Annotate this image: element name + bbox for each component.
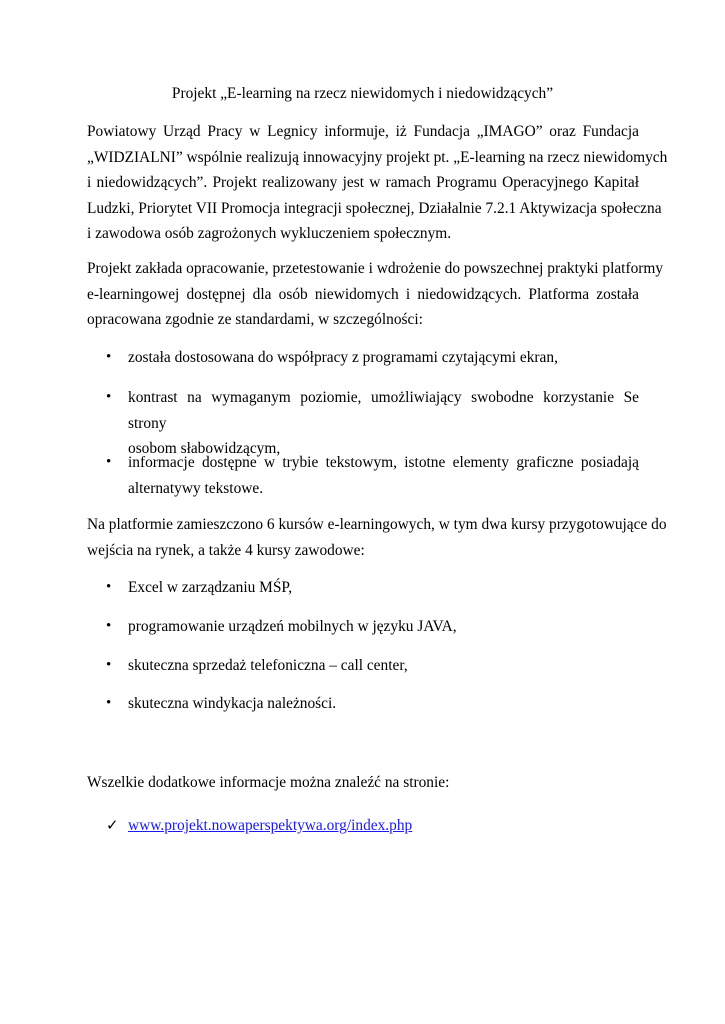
list-item-text: Excel w zarządzaniu MŚP, [128, 579, 293, 596]
paragraph-line: Na platformie zamieszczono 6 kursów e-learningowych, w tym dwa kursy przygotowujące do [87, 516, 667, 533]
bullet-icon: • [106, 579, 112, 595]
bullet-icon: • [106, 389, 112, 405]
bullet-icon: • [106, 618, 112, 634]
paragraph-line: Powiatowy Urząd Pracy w Legnicy informuje, iż Fundacja „IMAGO” oraz Fundacja [87, 123, 639, 140]
intro-paragraph [87, 119, 668, 247]
bullet-icon: • [106, 657, 112, 673]
list-item-text: została dostosowana do współpracy z programami czytającymi ekran, [128, 349, 558, 366]
more-info-text: Wszelkie dodatkowe informacje można znaleźć na stronie: [87, 774, 450, 791]
paragraph-line: Ludzki, Priorytet VII Promocja integracji społecznej, Działalnie 7.2.1 Aktywizacja społeczna [87, 199, 662, 217]
paragraph-line: i zawodowa osób zagrożonych wykluczeniem społecznym. [87, 225, 452, 242]
list-item-text: skuteczna sprzedaż telefoniczna – call center, [128, 657, 408, 674]
paragraph-line: wejścia na rynek, a także 4 kursy zawodowe: [87, 541, 365, 559]
checkmark-icon: ✓ [106, 816, 119, 834]
paragraph-line: Projekt zakłada opracowanie, przetestowanie i wdrożenie do powszechnej praktyki platformy [87, 260, 664, 277]
paragraph-line: i niedowidzących”. Projekt realizowany jest w ramach Programu Operacyjnego Kapitał [87, 174, 639, 191]
paragraph-line: „WIDZIALNI” wspólnie realizują innowacyjny projekt pt. „E-learning na rzecz niewidomych [87, 148, 668, 166]
list-item-text: alternatywy tekstowe. [128, 479, 264, 497]
list-item-text: skuteczna windykacja należności. [128, 695, 337, 712]
bullet-icon: • [106, 695, 112, 711]
bullet-icon: • [106, 349, 112, 365]
more-info-paragraph [87, 770, 639, 796]
courses-paragraph [87, 512, 667, 563]
project-website-link[interactable]: www.projekt.nowaperspektywa.org/index.php [128, 817, 413, 834]
list-item-text: programowanie urządzeń mobilnych w języku JAVA, [128, 618, 457, 635]
paragraph-line: e-learningowej dostępnej dla osób niewidomych i niedowidzących. Platforma została [87, 285, 639, 303]
paragraph-line: opracowana zgodnie ze standardami, w szczególności: [87, 311, 423, 328]
list-item-text: kontrast na wymaganym poziomie, umożliwiający swobodne korzystanie Se strony [128, 389, 639, 432]
list-item-text: osobom słabowidzącym, [128, 440, 281, 457]
list-item-text: informacje dostępne w trybie tekstowym, istotne elementy graficzne posiadają [128, 454, 639, 471]
assumption-paragraph [87, 256, 664, 333]
page-title: Projekt „E-learning na rzecz niewidomych i niedowidzących” [171, 85, 554, 102]
bullet-icon: • [106, 454, 112, 470]
